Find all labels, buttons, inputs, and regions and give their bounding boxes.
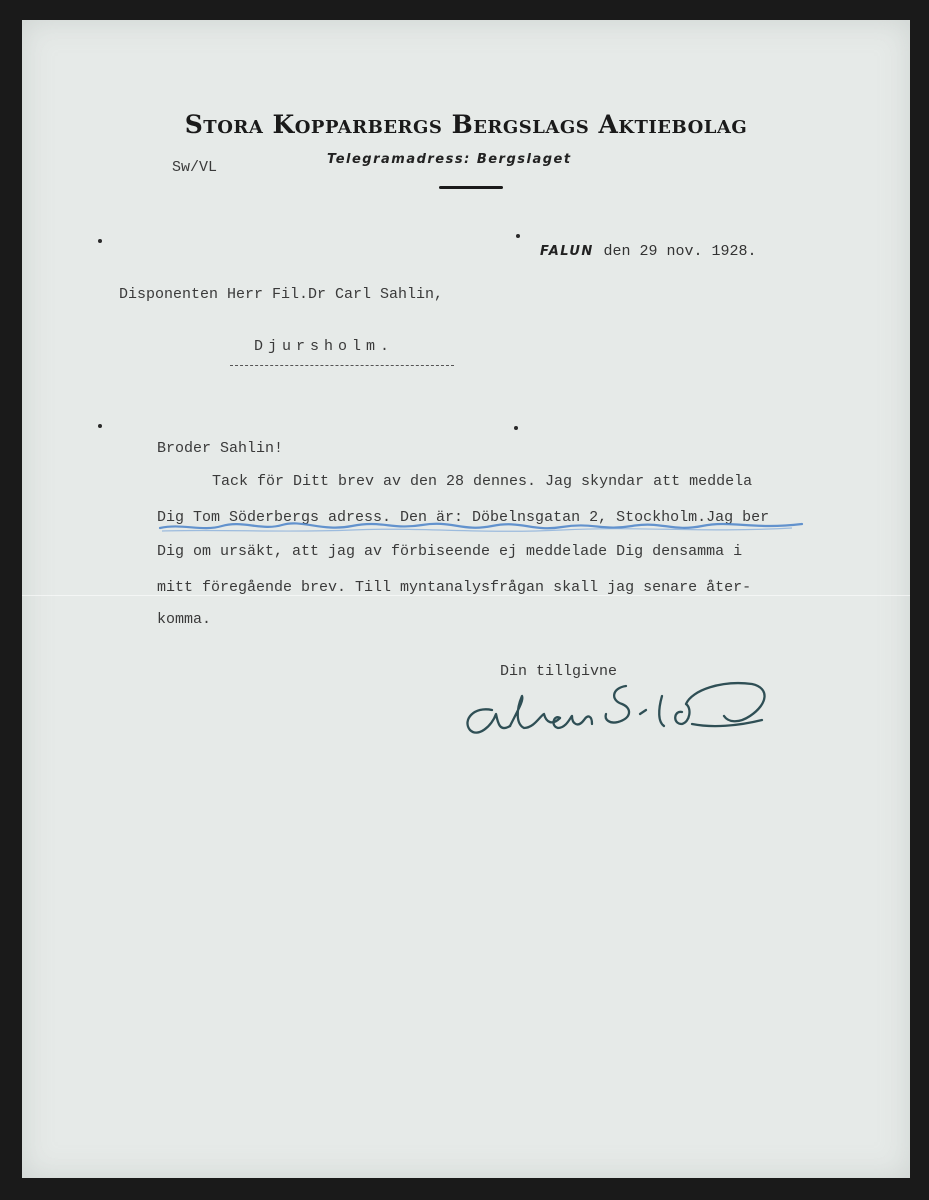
recipient-name: Disponenten Herr Fil.Dr Carl Sahlin, <box>119 286 444 303</box>
body-line: Dig Tom Söderbergs adress. Den är: Döbelnsgatan 2, Stockholm.Jag ber <box>157 509 770 526</box>
body-line: mitt föregående brev. Till myntanalysfrågan skall jag senare åter- <box>157 579 752 596</box>
telegram-address: Telegramadress: Bergslaget <box>327 152 572 167</box>
body-line: komma. <box>157 611 212 628</box>
handwritten-signature <box>467 683 764 732</box>
reference-code: Sw/VL <box>172 159 218 176</box>
body-line: Tack för Ditt brev av den 28 dennes. Jag skyndar att meddela <box>212 473 753 490</box>
company-letterhead: Stora Kopparbergs Bergslags Aktiebolag <box>184 110 748 139</box>
recipient-city: Djursholm. <box>254 338 395 355</box>
greeting: Broder Sahlin! <box>157 440 284 457</box>
annotation-layer <box>22 20 910 1178</box>
date-city: FALUN <box>540 244 594 259</box>
body-line: Dig om ursäkt, att jag av förbiseende ej meddelade Dig densamma i <box>157 543 743 560</box>
date-text: den 29 nov. 1928. <box>603 243 757 260</box>
letter-sheet <box>22 20 910 1178</box>
blue-pencil-underline <box>160 523 802 528</box>
closing: Din tillgivne <box>500 663 618 680</box>
